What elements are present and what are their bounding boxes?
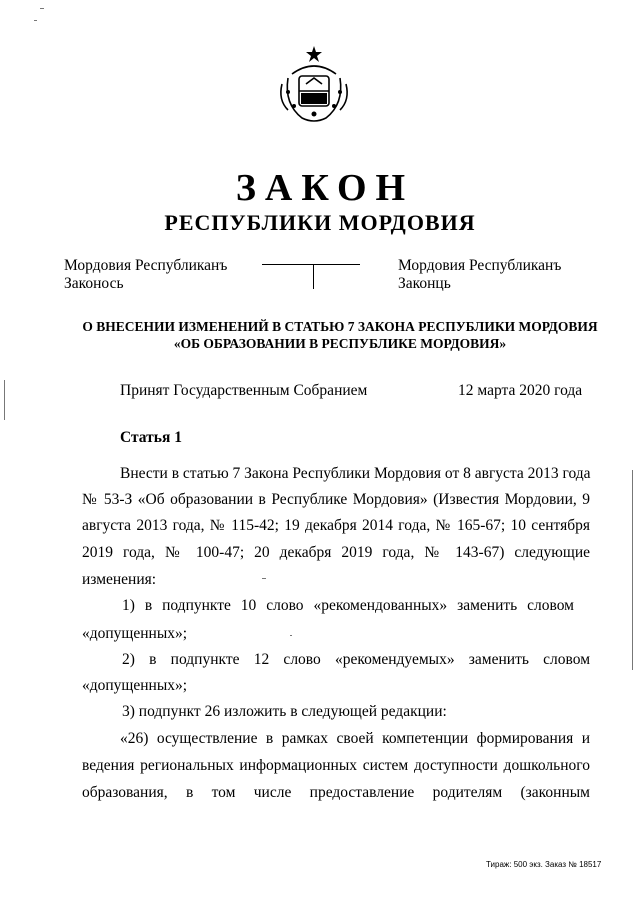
right-language-line: Законць <box>398 275 451 292</box>
coat-of-arms-icon <box>272 44 356 128</box>
body-line: 1) в подпункте 10 слово «рекомендованных» заменить словом <box>122 597 574 614</box>
body-line: «26) осуществление в рамках своей компетенции формирования и <box>120 730 590 747</box>
law-heading <box>80 318 600 352</box>
body-line: «допущенных»; <box>82 625 188 642</box>
left-language-line: Законось <box>64 275 124 292</box>
body-line: 3) подпункт 26 изложить в следующей редакции: <box>122 703 447 720</box>
body-line: 2019 года, № 100-47; 20 декабря 2019 года, № 143-67) следующие <box>82 544 590 561</box>
scan-speck <box>34 20 37 21</box>
article-title: Статья 1 <box>120 429 182 446</box>
adopted-by: Принят Государственным Собранием <box>120 382 368 399</box>
body-line: «допущенных»; <box>82 677 188 694</box>
left-language-block <box>64 257 227 293</box>
law-heading-line: «ОБ ОБРАЗОВАНИИ В РЕСПУБЛИКЕ МОРДОВИЯ» <box>173 336 507 351</box>
divider <box>262 264 360 265</box>
right-language-block <box>398 257 561 293</box>
right-language-line: Мордовия Республиканъ <box>398 257 562 274</box>
scan-edge-mark <box>632 470 633 670</box>
law-heading-line: О ВНЕСЕНИИ ИЗМЕНЕНИЙ В СТАТЬЮ 7 ЗАКОНА РЕСПУБЛИКИ МОРДОВИЯ <box>82 319 598 334</box>
body-line: образования, в том числе предоставление родителям (законным <box>82 784 590 801</box>
left-language-line: Мордовия Республиканъ <box>64 257 228 274</box>
body-line: августа 2013 года, № 115-42; 19 декабря 2014 года, № 165-67; 10 сентября <box>82 517 590 534</box>
document-title: ЗАКОН <box>235 167 415 209</box>
scan-speck <box>290 635 292 636</box>
body-line: Внести в статью 7 Закона Республики Мордовия от 8 августа 2013 года <box>120 465 591 482</box>
body-line: ведения региональных информационных систем доступности дошкольного <box>82 757 590 774</box>
divider <box>313 264 314 289</box>
document-subtitle: РЕСПУБЛИКИ МОРДОВИЯ <box>164 210 476 235</box>
body-line: № 53-З «Об образовании в Республике Мордовия» (Известия Мордовии, 9 <box>82 491 590 508</box>
scan-edge-mark <box>4 380 5 420</box>
body-line: 2) в подпункте 12 слово «рекомендуемых» заменить словом <box>122 651 590 668</box>
scan-speck <box>40 8 44 9</box>
print-run-note: Тираж: 500 экз. Заказ № 18517 <box>486 860 602 869</box>
scan-speck <box>262 578 266 579</box>
body-line: изменения: <box>82 571 157 588</box>
adopted-date: 12 марта 2020 года <box>458 382 583 399</box>
